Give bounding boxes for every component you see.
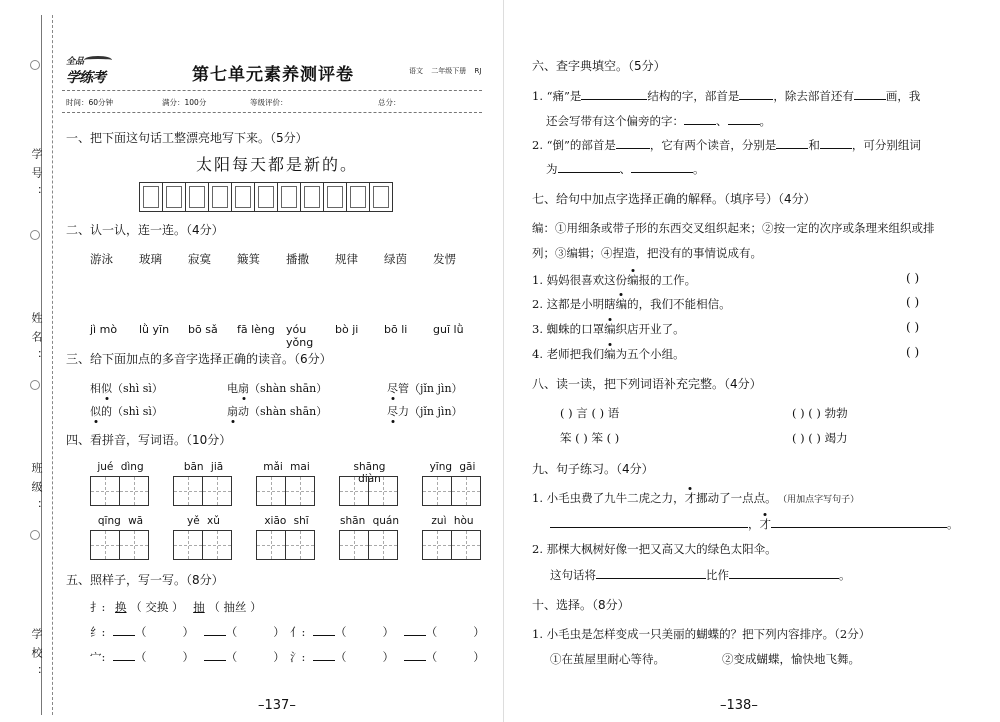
word-list <box>90 251 482 267</box>
writing-cell[interactable] <box>277 182 301 212</box>
idiom-blank[interactable]: 笨 ( ) 笨 ( ) <box>560 431 620 445</box>
answer-paren[interactable]: ( ) <box>906 345 920 359</box>
model-sentence: 太阳每天都是新的。 <box>196 155 359 174</box>
pinyin-writing-box[interactable]: bān jiā <box>173 461 234 506</box>
q10-option[interactable]: ①在茧屋里耐心等待。 <box>550 652 665 666</box>
pinyin-writing-box[interactable]: shāng diàn <box>339 461 400 506</box>
writing-cell[interactable] <box>323 182 347 212</box>
time-label: 时间：60分钟 <box>66 98 114 107</box>
writing-cell[interactable] <box>346 182 370 212</box>
pinyin-item[interactable]: bō sǎ <box>188 323 218 336</box>
info-row <box>66 97 486 108</box>
binding-hole-icon <box>30 380 40 390</box>
q6-2-line1[interactable]: 2. “倒”的部首是 ，它有两个读音，分别是 和 ，可分别组词 <box>532 138 921 152</box>
pinyin-item[interactable]: bò ji <box>335 323 359 336</box>
logo-top-text: 全品 <box>66 57 85 67</box>
margin-cut-line <box>52 15 53 715</box>
section-1-title: 一、把下面这句话工整漂亮地写下来。（5分） <box>66 131 308 145</box>
word-item[interactable]: 规律 <box>335 252 358 266</box>
word-item[interactable]: 簸箕 <box>237 252 260 266</box>
q7-item[interactable]: 3. 蜘蛛的口罩编织店开业了。 <box>532 322 685 336</box>
pinyin-writing-box[interactable]: yě xǔ <box>173 515 234 560</box>
word-item[interactable]: 绿茵 <box>384 252 407 266</box>
idiom-blank[interactable]: ( ) ( ) 竭力 <box>792 431 848 445</box>
word-item[interactable]: 寂寞 <box>188 252 211 266</box>
polyphone-item[interactable]: 尽管（jǐn jìn） <box>387 382 463 395</box>
writing-cell[interactable] <box>254 182 278 212</box>
q7-item[interactable]: 1. 妈妈很喜欢这份编报的工作。 <box>532 273 697 287</box>
full-score-label: 满分：100分 <box>162 98 207 107</box>
answer-paren[interactable]: ( ) <box>906 271 920 285</box>
margin-field-name: 姓名： <box>30 312 43 369</box>
brand-logo <box>66 54 112 87</box>
q7-item[interactable]: 4. 老师把我们编为五个小组。 <box>532 347 685 361</box>
pinyin-writing-box[interactable]: jué dìng <box>90 461 151 506</box>
polyphone-item[interactable]: 似的（shì sì） <box>90 405 163 418</box>
answer-row[interactable]: 氵: （ ） （ ） <box>290 650 485 664</box>
section-7-title: 七、给句中加点字选择正确的解释。（填序号）（4分） <box>532 192 816 206</box>
answer-paren[interactable]: ( ) <box>906 295 920 309</box>
pinyin-writing-box[interactable]: shān quán <box>339 515 400 560</box>
q6-1-line1[interactable]: 1. “痛”是 结构的字，部首是 ，除去部首还有 画，我 <box>532 89 921 103</box>
writing-cell[interactable] <box>162 182 186 212</box>
word-item[interactable]: 游泳 <box>90 252 113 266</box>
section-9-title: 九、句子练习。（4分） <box>532 462 654 476</box>
q9-2-prompt: 2. 那棵大枫树好像一把又高又大的绿色太阳伞。 <box>532 542 777 556</box>
q6-1-line2[interactable]: 还会写带有这个偏旁的字： 、 。 <box>546 114 771 128</box>
definition-line: 列；③编辑；④捏造，把没有的事情说成有。 <box>532 246 762 260</box>
q6-2-line2[interactable]: 为 、 。 <box>546 162 705 176</box>
pinyin-writing-box[interactable]: qīng wā <box>90 515 151 560</box>
pinyin-item[interactable]: lǜ yīn <box>139 323 170 336</box>
writing-cell[interactable] <box>139 182 163 212</box>
binding-margin <box>0 0 58 722</box>
pinyin-item[interactable]: jì mò <box>90 323 118 336</box>
logo-swoosh-icon <box>84 56 112 64</box>
answer-paren[interactable]: ( ) <box>906 320 920 334</box>
binding-hole-icon <box>30 230 40 240</box>
q9-1-prompt: 1. 小毛虫费了九牛二虎之力，才挪动了一点点。 （用加点字写句子） <box>532 491 860 505</box>
q9-1-answer[interactable]: ，才 。 <box>550 516 959 532</box>
writing-cell[interactable] <box>208 182 232 212</box>
pinyin-item[interactable]: fā lèng <box>237 323 275 336</box>
info-rule <box>62 112 482 113</box>
polyphone-item[interactable]: 相似（shì sì） <box>90 382 163 395</box>
margin-field-class: 班级： <box>30 462 43 519</box>
section-8-title: 八、读一读，把下列词语补充完整。（4分） <box>532 377 762 391</box>
polyphone-item[interactable]: 电扇（shàn shān） <box>227 382 328 395</box>
section-6-title: 六、查字典填空。（5分） <box>532 59 666 73</box>
pinyin-item[interactable]: yóu yǒng <box>286 323 314 349</box>
margin-field-student-id: 学号： <box>30 148 43 205</box>
pinyin-writing-box[interactable]: zuì hòu <box>422 515 483 560</box>
pinyin-item[interactable]: bō li <box>384 323 408 336</box>
section-4-title: 四、看拼音，写词语。（10分） <box>66 433 232 447</box>
writing-cell[interactable] <box>369 182 393 212</box>
header-rule <box>62 90 482 91</box>
pinyin-writing-box[interactable]: xiāo shī <box>256 515 317 560</box>
section-5-title: 五、照样子，写一写。（8分） <box>66 573 224 587</box>
binding-hole-icon <box>30 530 40 540</box>
polyphone-item[interactable]: 尽力（jǐn jìn） <box>387 405 463 418</box>
pinyin-writing-box[interactable]: yīng gāi <box>422 461 483 506</box>
page-number-left: –137– <box>258 698 296 713</box>
example-row: 扌: 换 （ 交换 ） 抽 （ 抽丝 ） <box>90 600 262 614</box>
q7-item[interactable]: 2. 这都是小明瞎编的，我们不能相信。 <box>532 297 731 311</box>
section-10-title: 十、选择。（8分） <box>532 598 630 612</box>
logo-main-text: 学练考 <box>66 70 105 86</box>
answer-row[interactable]: 宀: （ ） （ ） <box>90 650 285 664</box>
writing-grid[interactable] <box>140 182 393 212</box>
binding-hole-icon <box>30 60 40 70</box>
page-title: 第七单元素养测评卷 <box>192 65 354 85</box>
section-3-title: 三、给下面加点的多音字选择正确的读音。（6分） <box>66 352 332 366</box>
polyphone-item[interactable]: 扇动（shàn shān） <box>227 405 328 418</box>
definition-line: 编：①用细条或带子形的东西交叉组织起来；②按一定的次序或条理来组织或排 <box>532 221 935 235</box>
section-2-title: 二、认一认，连一连。（4分） <box>66 223 224 237</box>
writing-cell[interactable] <box>300 182 324 212</box>
word-item[interactable]: 发愣 <box>433 252 456 266</box>
pinyin-item[interactable]: guī lǜ <box>433 323 464 336</box>
answer-row[interactable]: 亻: （ ） （ ） <box>290 625 485 639</box>
q10-option[interactable]: ②变成蝴蝶，愉快地飞舞。 <box>722 652 860 666</box>
page-fold <box>503 0 504 722</box>
q10-1-prompt: 1. 小毛虫是怎样变成一只美丽的蝴蝶的？把下列内容排序。（2分） <box>532 627 871 641</box>
page-number-right: –138– <box>720 698 758 713</box>
total-label: 总分： <box>378 98 401 107</box>
writing-cell[interactable] <box>185 182 209 212</box>
title-tags: 语文 二年级下册 RJ <box>409 67 482 75</box>
grade-label: 等级评价： <box>250 98 288 107</box>
pinyin-list <box>90 323 482 349</box>
idiom-blank[interactable]: ( ) ( ) 勃勃 <box>792 406 848 420</box>
idiom-blank[interactable]: ( ) 言 ( ) 语 <box>560 406 620 420</box>
writing-cell[interactable] <box>231 182 255 212</box>
q9-2-answer[interactable]: 这句话将 比作 。 <box>550 568 851 582</box>
margin-field-school: 学校： <box>30 628 43 685</box>
answer-row[interactable]: 纟: （ ） （ ） <box>90 625 285 639</box>
right-page <box>530 0 960 722</box>
word-item[interactable]: 播撒 <box>286 252 309 266</box>
pinyin-writing-box[interactable]: mǎi mai <box>256 461 317 506</box>
word-item[interactable]: 玻璃 <box>139 252 162 266</box>
left-page <box>62 0 487 722</box>
